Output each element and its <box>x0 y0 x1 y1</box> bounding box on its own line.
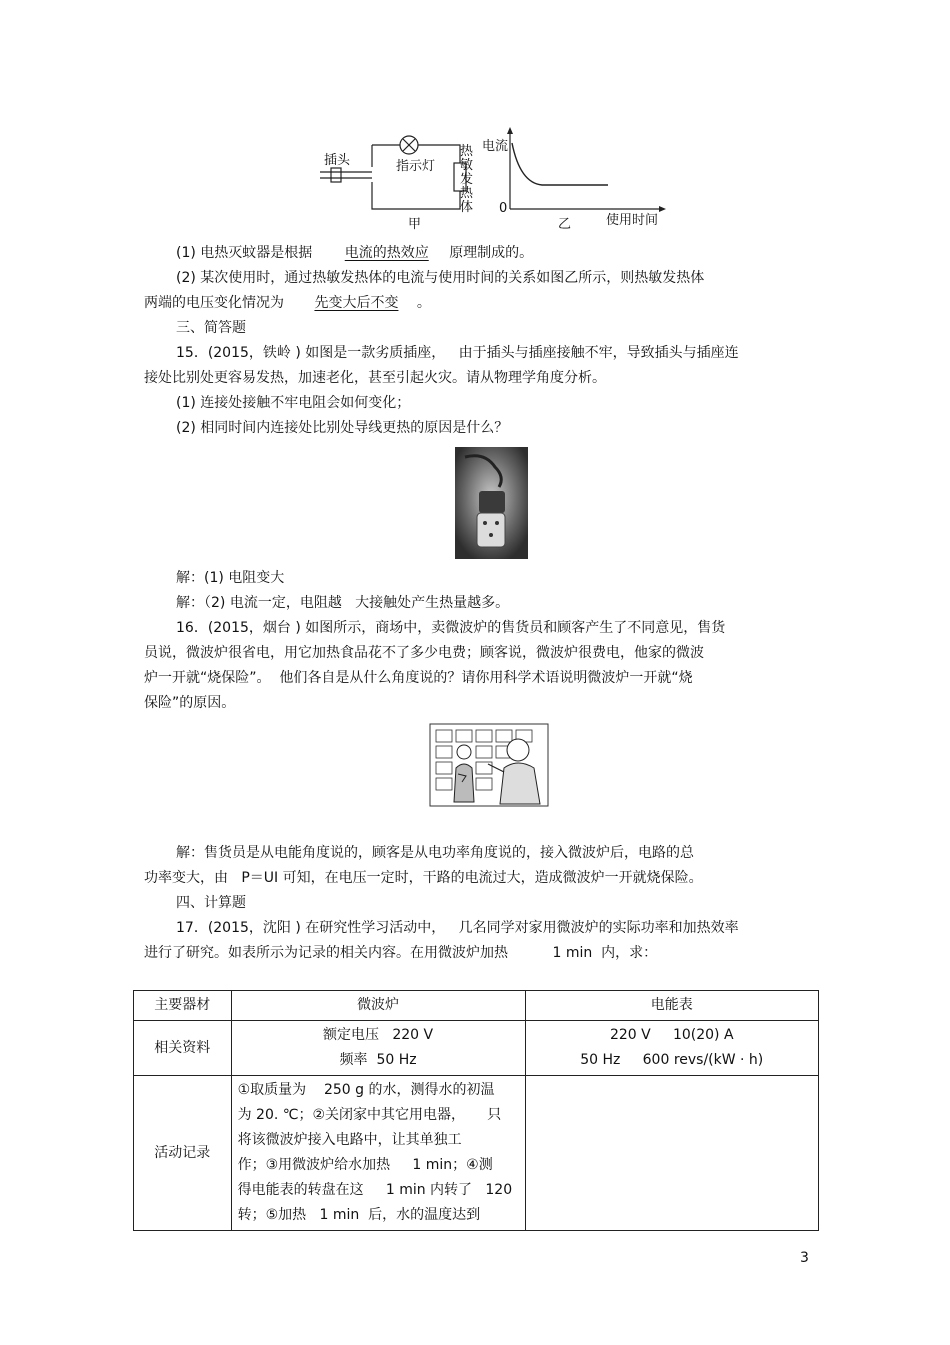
record-line: 为 20. ℃；②关闭家中其它用电器， 只 <box>237 1107 502 1123</box>
table-header-row <box>134 991 819 1021</box>
page-number: 3 <box>800 1250 809 1266</box>
q16-line3: 炉一开就“烧保险”。 他们各自是从什么角度说的？请你用科学术语说明微波炉一开就“烧 <box>144 670 693 686</box>
q16-line4: 保险”的原因。 <box>144 695 236 711</box>
q16-answer2: 功率变大，由 P＝UI 可知，在电压一定时，干路的电流过大，造成微波炉一开就烧保险。 <box>144 870 703 886</box>
spec-line: 额定电压 220 V <box>323 1027 434 1043</box>
heater-label-char: 热 <box>460 186 474 201</box>
table-row <box>134 1076 819 1231</box>
meter-specs <box>525 1021 818 1076</box>
table-header-cell: 微波炉 <box>231 991 525 1021</box>
heater-label-char: 体 <box>460 200 474 215</box>
circuit-figure <box>300 125 500 235</box>
q15-answer2: 解：（2) 电流一定，电阻越 大接触处产生热量越多。 <box>176 595 510 611</box>
store-illustration <box>428 720 550 808</box>
graph-origin: 0 <box>499 201 508 216</box>
q14-part2-line1: (2) 某次使用时，通过热敏发热体的电流与使用时间的关系如图乙所示，则热敏发热体 <box>176 270 705 286</box>
heater-label-char: 热 <box>460 144 474 159</box>
q14-p2-prefix: 两端的电压变化情况为 <box>144 295 284 311</box>
graph-y-label: 电流 <box>482 139 509 154</box>
q16-line2: 员说，微波炉很省电，用它加热食品花不了多少电费；顾客说，微波炉很费电，他家的微波 <box>144 645 704 661</box>
q15-sub1: (1) 连接处接触不牢电阻会如何变化； <box>176 395 411 411</box>
plug-label: 插头 <box>324 153 351 168</box>
q15-sub2: (2) 相同时间内连接处比别处导线更热的原因是什么？ <box>176 420 509 436</box>
q17-line2: 进行了研究。如表所示为记录的相关内容。在用微波炉加热 1 min 内，求： <box>144 945 658 961</box>
table-row <box>134 1021 819 1076</box>
lamp-label: 指示灯 <box>396 159 436 174</box>
section3-title: 三、简答题 <box>176 320 246 336</box>
q17-line1: 17．(2015，沈阳 ) 在研究性学习活动中， 几名同学对家用微波炉的实际功率和加热效率 <box>176 920 739 936</box>
record-line: 得电能表的转盘在这 1 min 内转了 120 <box>237 1182 513 1198</box>
table-header-cell: 电能表 <box>525 991 818 1021</box>
q14-p2-answer: 先变大后不变 <box>314 295 399 311</box>
current-time-graph <box>480 125 670 235</box>
q15-line2: 接处比别处更容易发热，加速老化，甚至引起火灾。请从物理学角度分析。 <box>144 370 606 386</box>
caption-right: 乙 <box>558 217 572 232</box>
heater-label <box>460 145 476 215</box>
q17-table <box>133 990 819 1231</box>
meter-record-empty <box>525 1076 818 1231</box>
q15-line1: 15．(2015，铁岭 ) 如图是一款劣质插座， 由于插头与插座接触不牢，导致插头与插座连 <box>176 345 739 361</box>
q14-p1-suffix: 原理制成的。 <box>449 245 534 261</box>
q16-line1: 16．(2015，烟台 ) 如图所示，商场中，卖微波炉的售货员和顾客产生了不同意见，售货 <box>176 620 726 636</box>
poor-socket-photo <box>455 447 528 559</box>
record-line: 转；⑤加热 1 min 后，水的温度达到 <box>237 1207 481 1223</box>
graph-x-label: 使用时间 <box>606 213 659 228</box>
q14-p1-answer: 电流的热效应 <box>344 245 429 261</box>
caption-left: 甲 <box>408 217 422 232</box>
record-line: 作；③用微波炉给水加热 1 min；④测 <box>237 1157 493 1173</box>
spec-line: 50 Hz 600 revs/(kW · h) <box>580 1052 764 1068</box>
table-header-cell: 主要器材 <box>134 991 232 1021</box>
activity-record <box>231 1076 525 1231</box>
q15-answer1: 解：(1) 电阻变大 <box>176 570 285 586</box>
microwave-specs <box>231 1021 525 1076</box>
row-label: 活动记录 <box>134 1076 232 1231</box>
heater-label-char: 发 <box>460 172 474 187</box>
current-curve <box>512 143 608 185</box>
record-line: ①取质量为 250 g 的水，测得水的初温 <box>237 1082 495 1098</box>
spec-line: 频率 50 Hz <box>339 1052 417 1068</box>
q14-p2-suffix: 。 <box>416 295 431 311</box>
spec-line: 220 V 10(20) A <box>609 1027 734 1043</box>
record-line: 将该微波炉接入电路中，让其单独工 <box>237 1132 462 1148</box>
heater-label-char: 敏 <box>460 158 474 173</box>
row-label: 相关资料 <box>134 1021 232 1076</box>
q14-p1-prefix: (1) 电热灭蚊器是根据 <box>176 245 313 261</box>
q14-part2-line2 <box>144 293 431 313</box>
section4-title: 四、计算题 <box>176 895 246 911</box>
q14-part1 <box>176 243 533 263</box>
q16-answer1: 解：售货员是从电能角度说的，顾客是从电功率角度说的，接入微波炉后，电路的总 <box>176 845 694 861</box>
